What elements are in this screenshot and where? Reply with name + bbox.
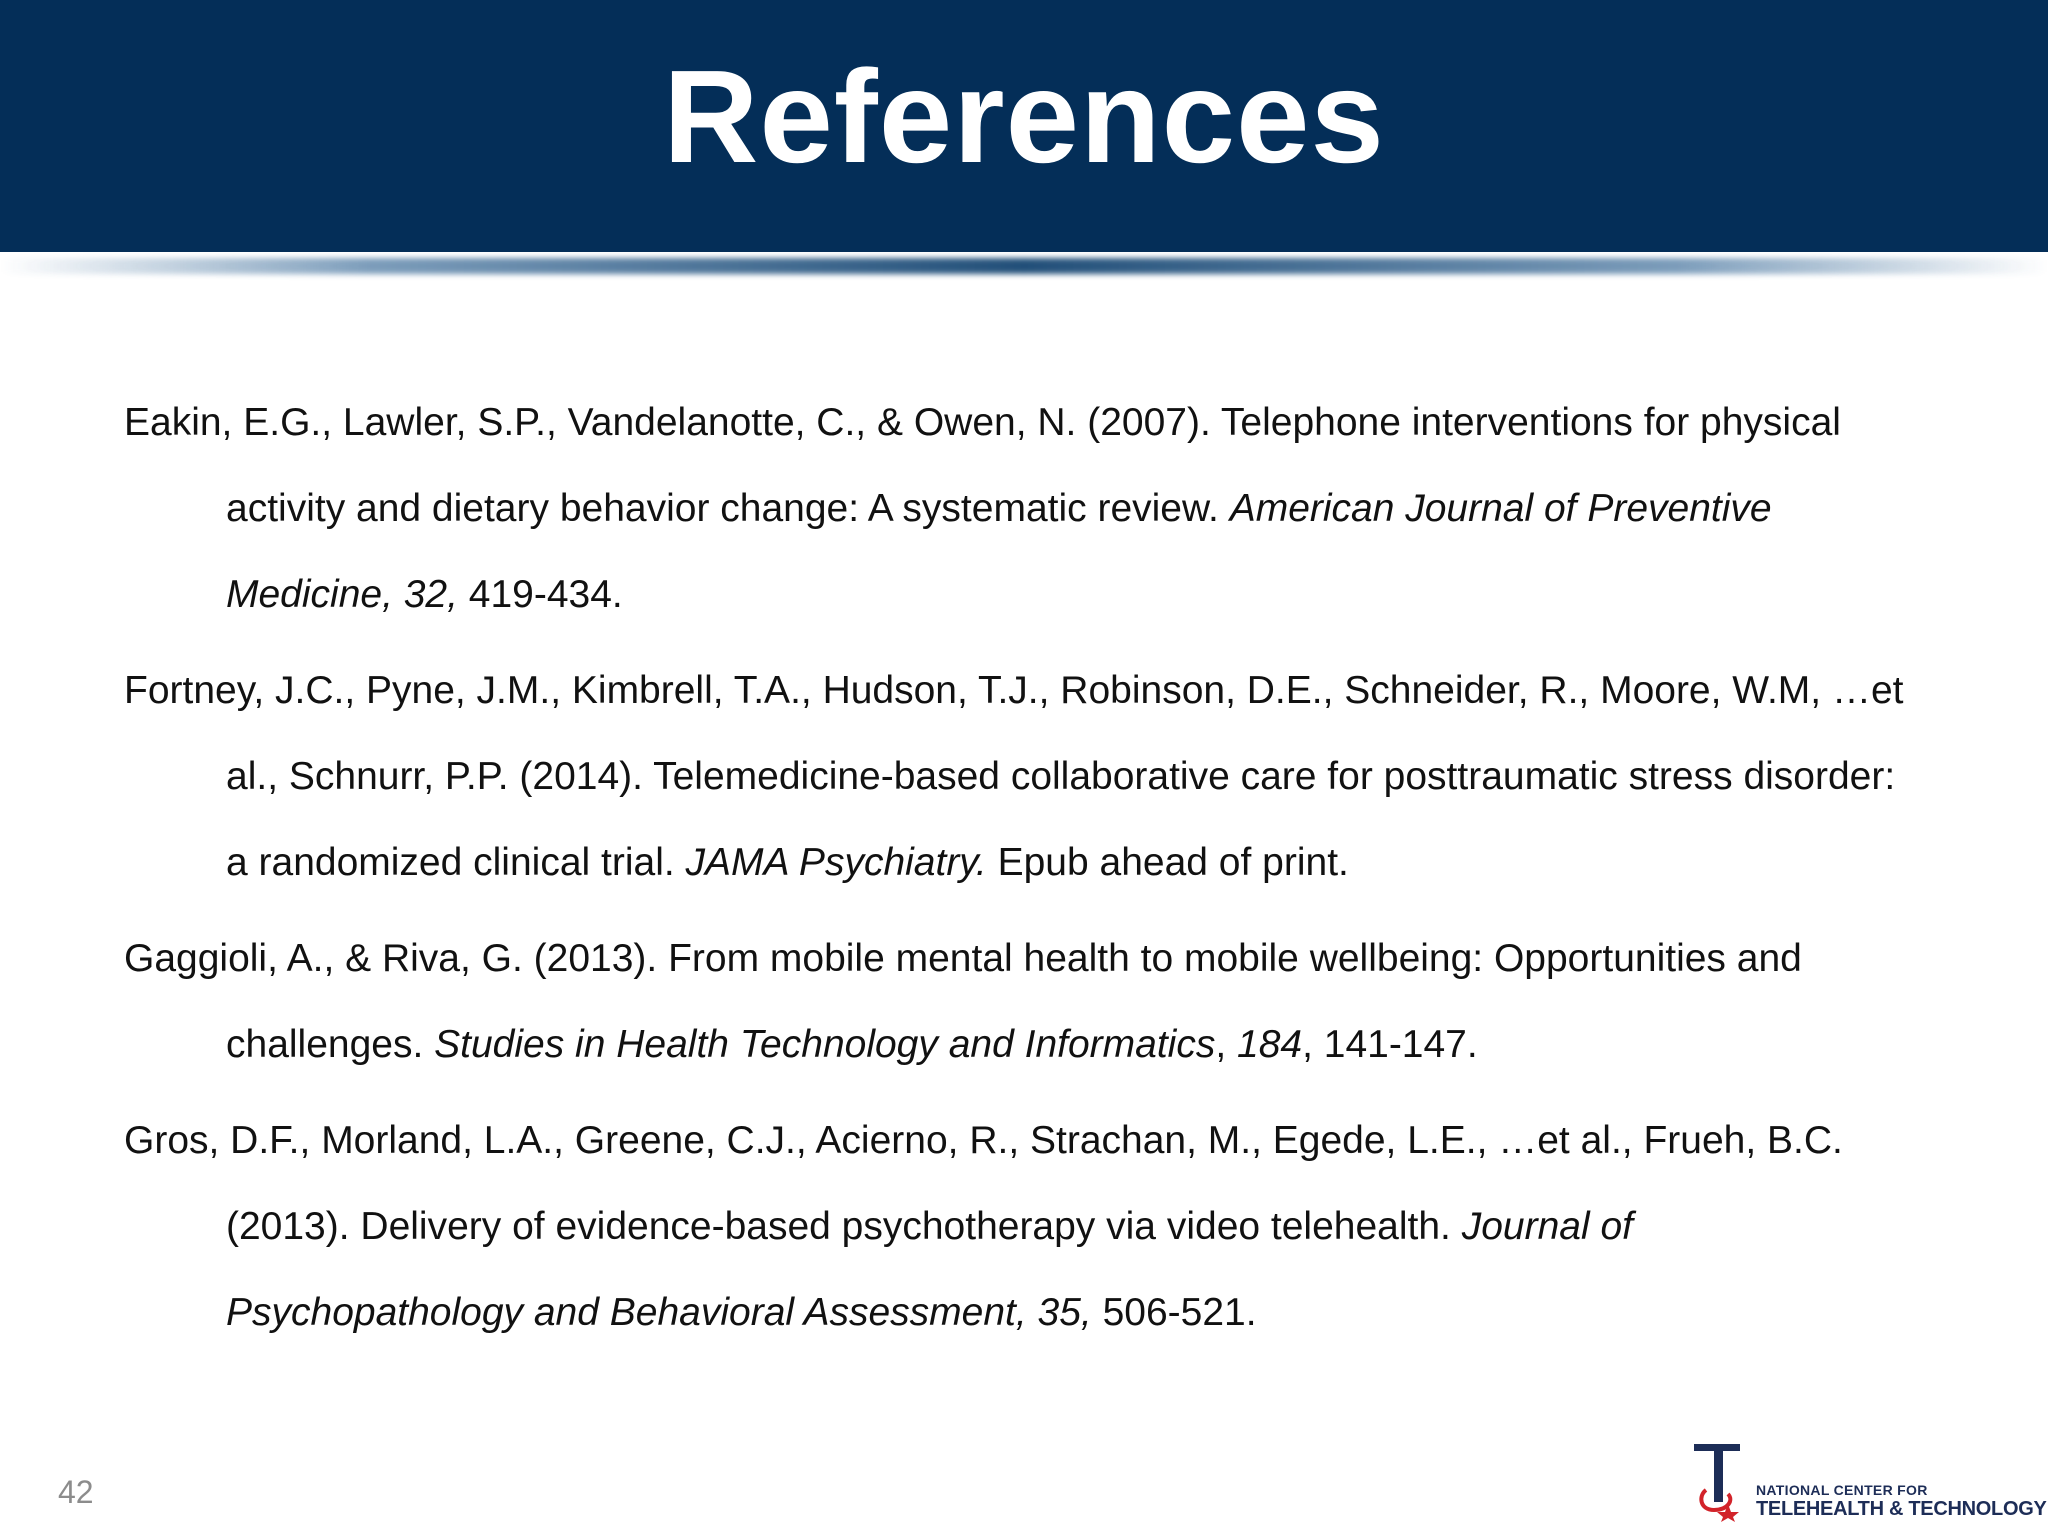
reference-list xyxy=(124,380,1914,1366)
reference-item xyxy=(124,1098,1914,1356)
reference-text: Gaggioli, A., & Riva, G. (2013). From mobile mental health to mobile wellbeing: Opportunities and challenges. xyxy=(124,937,1802,1066)
reference-item xyxy=(124,648,1914,906)
reference-separator: , xyxy=(1215,1023,1237,1066)
reference-text: Eakin, E.G., Lawler, S.P., Vandelanotte, C., & Owen, N. (2007). Telephone interventions for physical activity and dietary behavior change: A systematic review. xyxy=(124,401,1841,530)
reference-pages: Epub ahead of print. xyxy=(986,841,1349,884)
reference-item xyxy=(124,380,1914,638)
header-divider xyxy=(0,258,2048,274)
reference-pages: , 141-147. xyxy=(1302,1023,1478,1066)
slide-title: References xyxy=(663,43,1385,190)
reference-text: Gros, D.F., Morland, L.A., Greene, C.J., Acierno, R., Strachan, M., Egede, L.E., …et al., Frueh, B.C. (2013). Delivery of evidence-based psychotherapy via video telehealth. xyxy=(124,1119,1843,1248)
reference-source: Journal of Psychopathology and Behavioral Assessment, 35, xyxy=(226,1205,1633,1334)
logo-line-2: TELEHEALTH & TECHNOLOGY xyxy=(1756,1498,2047,1520)
reference-source: American Journal of Preventive Medicine, 32, xyxy=(226,487,1772,616)
logo-line-1: NATIONAL CENTER FOR xyxy=(1756,1482,1928,1498)
reference-source: Studies in Health Technology and Informatics xyxy=(434,1023,1216,1066)
reference-volume: 184 xyxy=(1237,1023,1303,1066)
reference-source: JAMA Psychiatry. xyxy=(685,841,987,884)
reference-pages: 419-434. xyxy=(457,573,623,616)
page-number: 42 xyxy=(58,1474,94,1510)
logo-wordmark xyxy=(1756,1482,2047,1520)
reference-text: Fortney, J.C., Pyne, J.M., Kimbrell, T.A., Hudson, T.J., Robinson, D.E., Schneider, R., Moore, W.M, …et al., Schnurr, P.P. (2014). Telemedicine-based collaborative care for posttraumatic stress disorder: a randomized clinical trial. xyxy=(124,669,1904,884)
reference-pages: 506-521. xyxy=(1091,1291,1257,1334)
reference-item xyxy=(124,916,1914,1088)
slide-header xyxy=(0,0,2048,252)
t2-logo xyxy=(1688,1438,2047,1522)
t2-logo-icon xyxy=(1688,1438,1758,1522)
